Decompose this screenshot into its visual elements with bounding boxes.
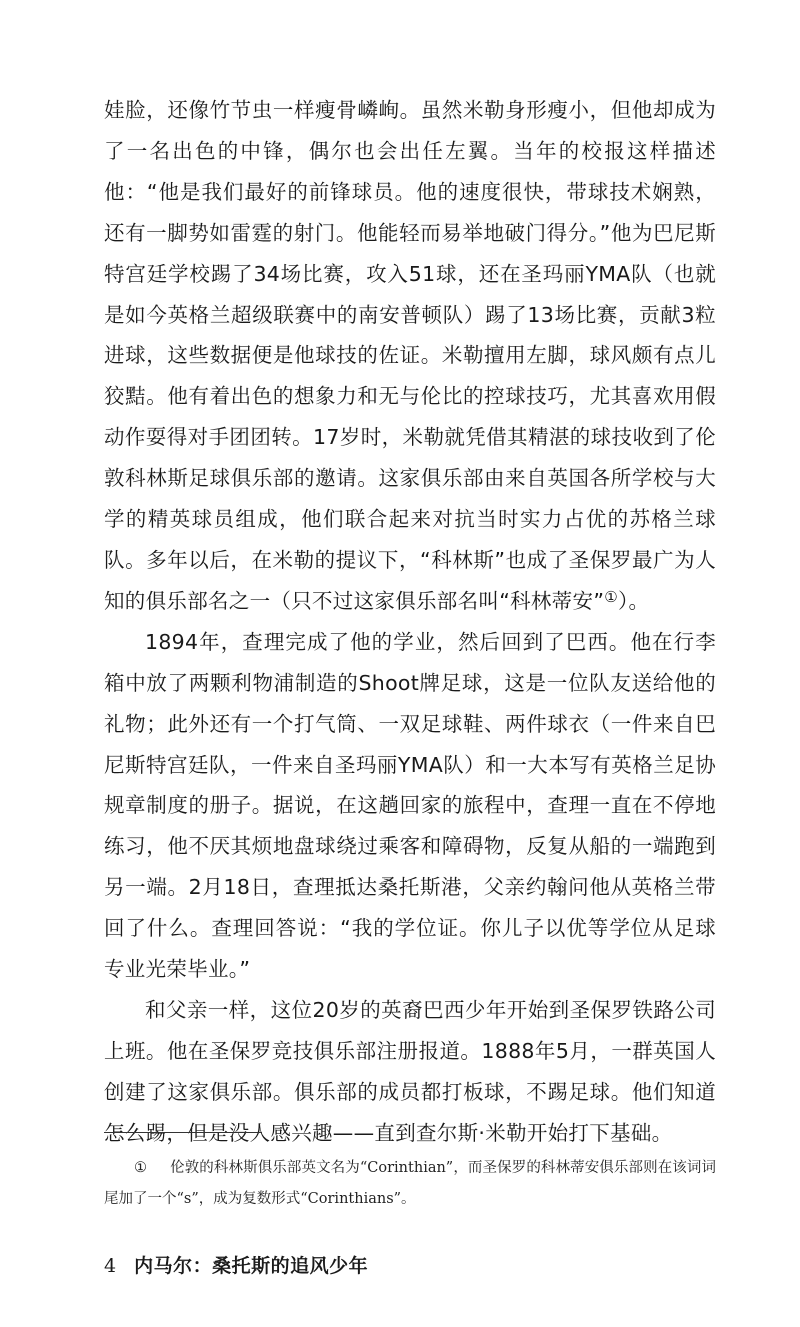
footnote-reference[interactable]: ① [604, 587, 618, 606]
footnote-marker: ① [134, 1160, 147, 1176]
page-number: 4 [104, 1255, 117, 1277]
paragraph-1-end: ）。 [618, 588, 650, 613]
footnote-text: 伦敦的科林斯俱乐部英文名为“Corinthian”，而圣保罗的科林蒂安俱乐部则在该词词尾加了一个“s”，成为复数形式“Corinthians”。 [104, 1160, 716, 1207]
page-footer [104, 1252, 368, 1280]
paragraph-1-text: 娃脸，还像竹节虫一样瘦骨嶙峋。虽然米勒身形瘦小，但他却成为了一名出色的中锋，偶尔也会出任左翼。当年的校报这样描述他：“他是我们最好的前锋球员。他的速度很快，带球技术娴熟，还有一脚势如雷霆的射门。他能轻而易举地破门得分。”他为巴尼斯特宫廷学校踢了34场比赛，攻入51球，还在圣玛丽YMA队（也就是如今英格兰超级联赛中的南安普顿队）踢了13场比赛，贡献3粒进球，这些数据便是他球技的佐证。米勒擅用左脚，球风颇有点儿狡黠。他有着出色的想象力和无与伦比的控球技巧，尤其喜欢用假动作耍得对手团团转。17岁时，米勒就凭借其精湛的球技收到了伦敦科林斯足球俱乐部的邀请。这家俱乐部由来自英国各所学校与大学的精英球员组成，他们联合起来对抗当时实力占优的苏格兰球队。多年以后，在米勒的提议下，“科林斯”也成了圣保罗最广为人知的俱乐部名之一（只不过这家俱乐部名叫“科林蒂安” [104, 98, 716, 613]
paragraph-2: 1894年，查理完成了他的学业，然后回到了巴西。他在行李箱中放了两颗利物浦制造的Shoot牌足球，这是一位队友送给他的礼物；此外还有一个打气筒、一双足球鞋、两件球衣（一件来自巴尼斯特宫廷队，一件来自圣玛丽YMA队）和一大本写有英格兰足协规章制度的册子。据说，在这趟回家的旅程中，查理一直在不停地练习，他不厌其烦地盘球绕过乘客和障碍物，反复从船的一端跑到另一端。2月18日，查理抵达桑托斯港，父亲约翰问他从英格兰带回了什么。查理回答说：“我的学位证。你儿子以优等学位从足球专业光荣毕业。” [104, 629, 716, 982]
paragraph-3: 和父亲一样，这位20岁的英裔巴西少年开始到圣保罗铁路公司上班。他在圣保罗竞技俱乐部注册报道。1888年5月，一群英国人创建了这家俱乐部。俱乐部的成员都打板球，不踢足球。他们知道怎么踢，但是没人感兴趣——直到查尔斯·米勒开始打下基础。 [104, 997, 716, 1145]
footnote-divider [104, 1132, 262, 1133]
footnote [104, 1153, 716, 1215]
body-text [104, 90, 716, 1154]
paragraph-1 [104, 90, 716, 622]
running-title: 内马尔：桑托斯的追风少年 [134, 1255, 369, 1277]
